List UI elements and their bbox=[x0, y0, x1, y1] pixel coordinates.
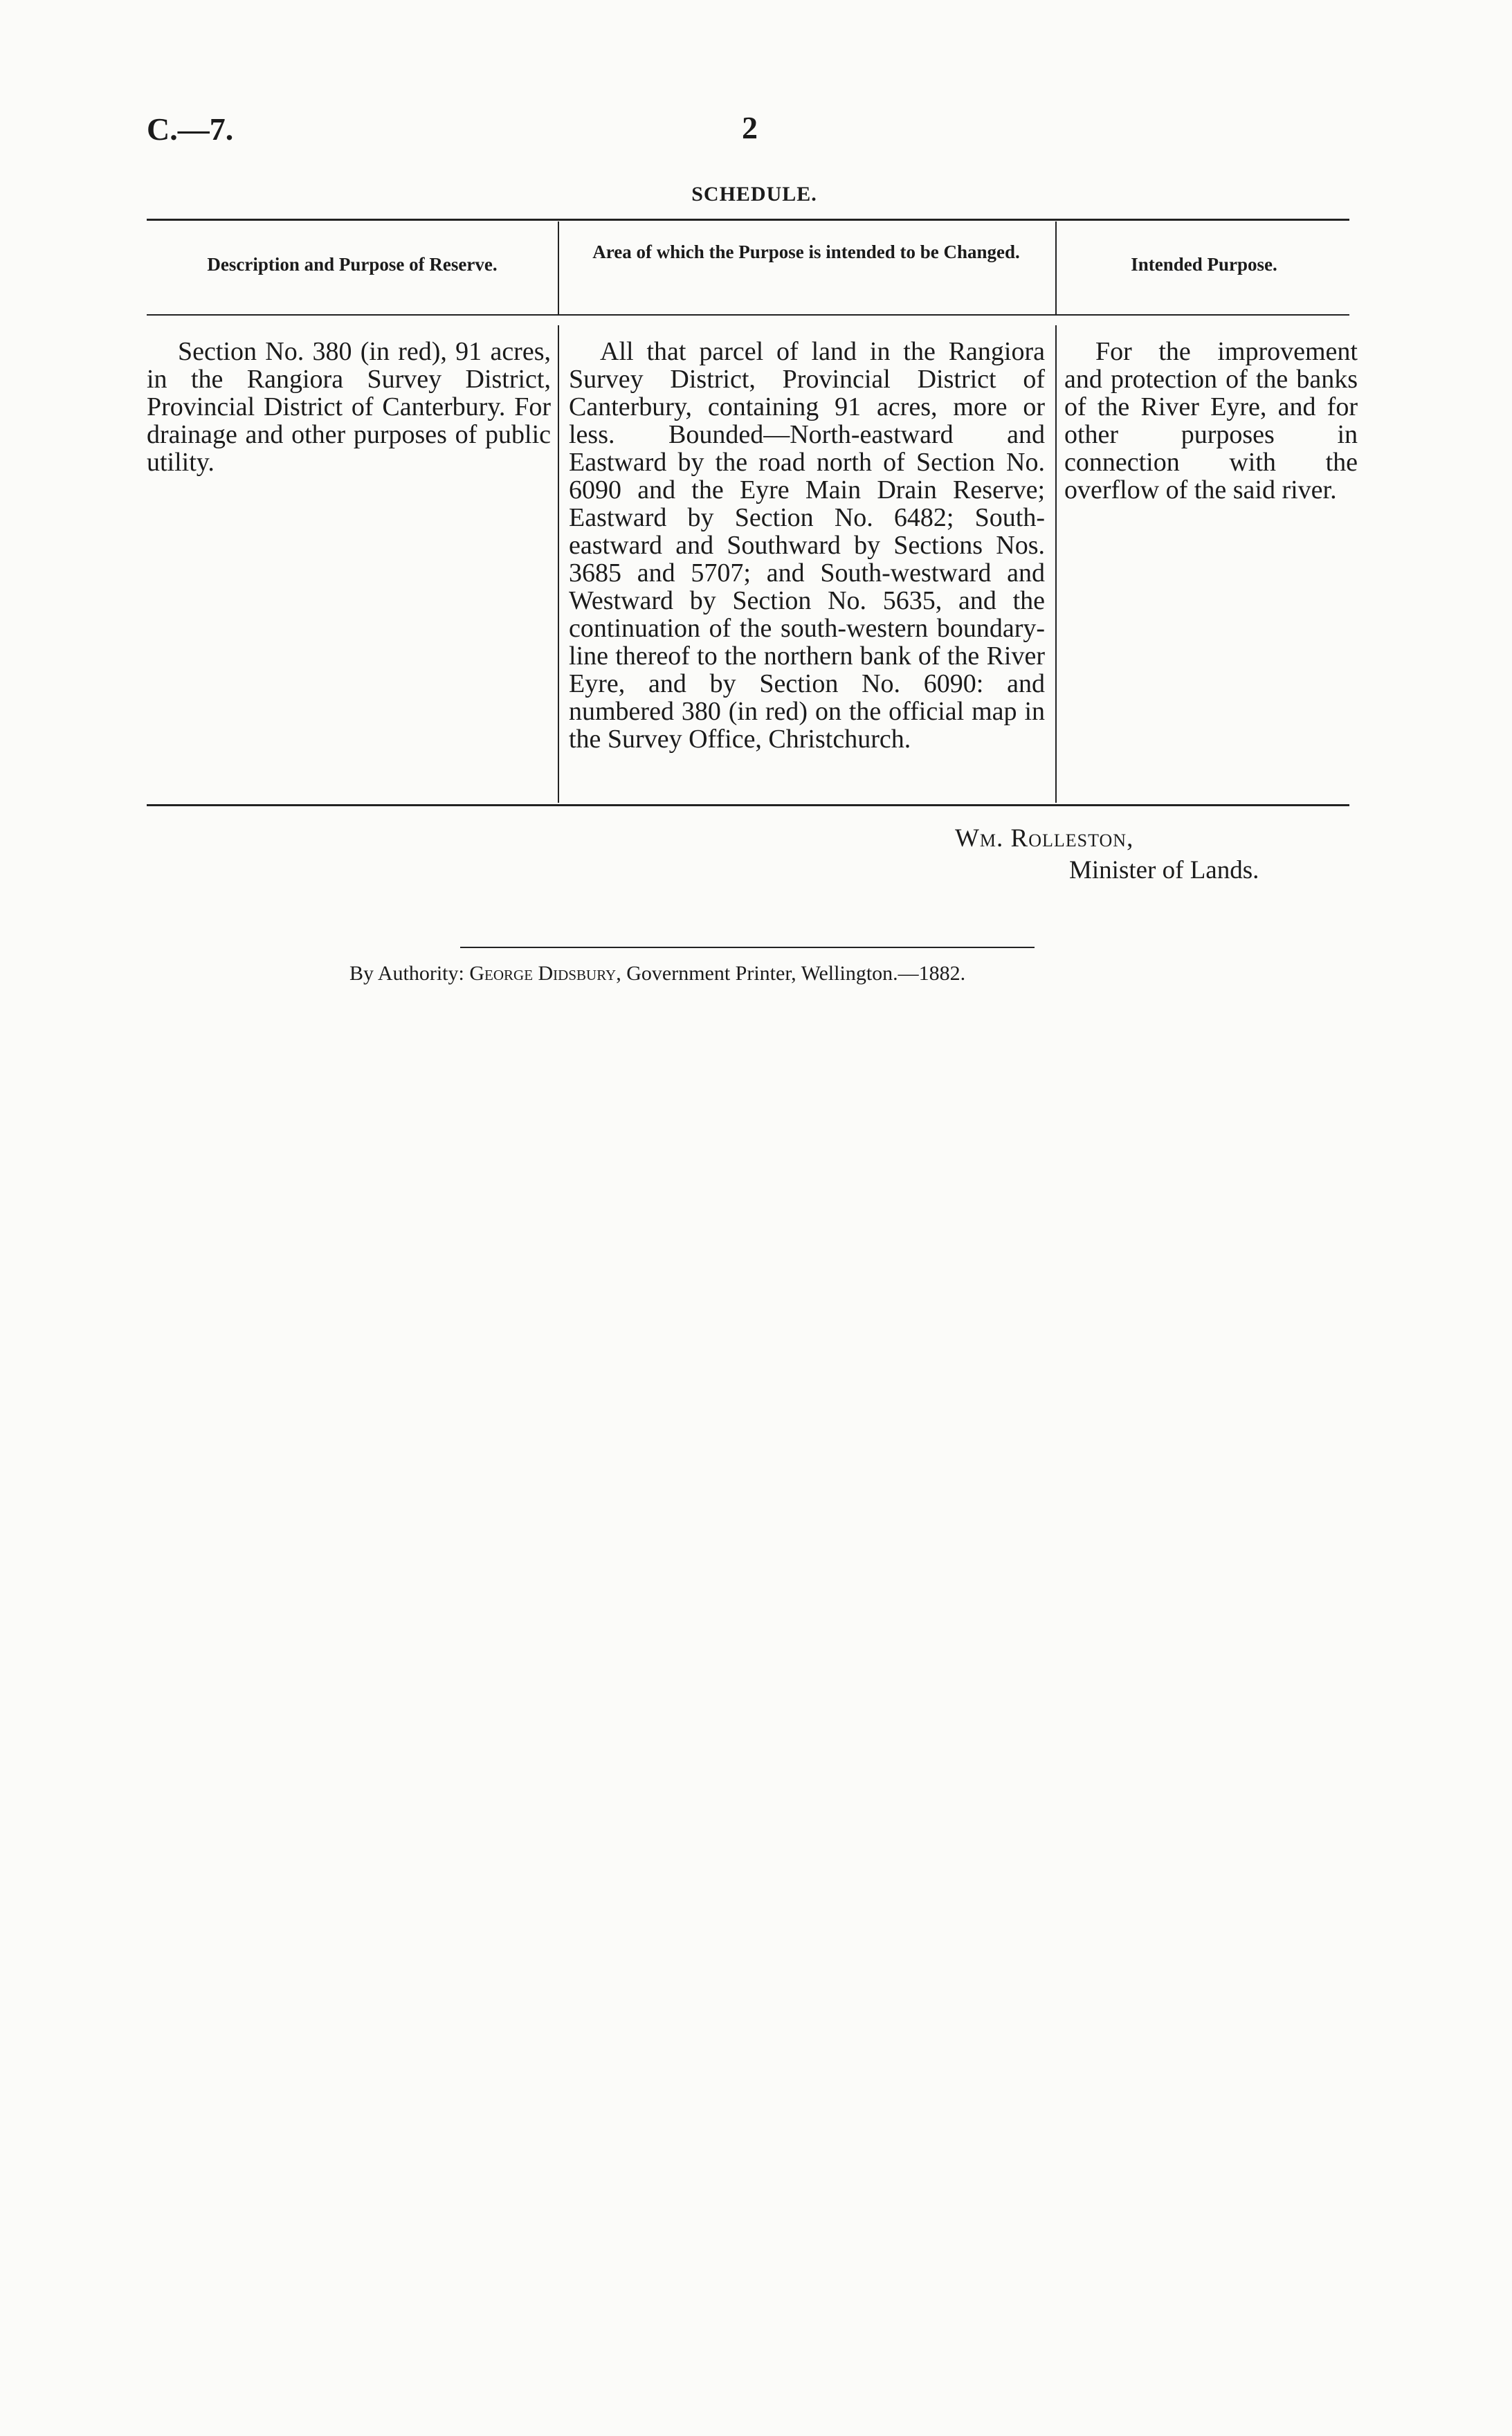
cell-area: All that parcel of land in the Rangiora Survey District, Provincial District of Canterbury, containing 91 acres, more or less. Bounded—North-eastward and Eastward by the road north of Section No. 6090 and the Eyre Main Drain Reserve; Eastward by Section No. 6482; South-eastward and Southward by Sections Nos. 3685 and 5707; and South-westward and Westward by Section No. 5635, and the continuation of the south-western boundary-line thereof to the northern bank of the River Eyre, and by Section No. 6090: and numbered 380 (in red) on the official map in the Survey Office, Christchurch. bbox=[569, 337, 1045, 754]
signer-title: Minister of Lands. bbox=[1069, 856, 1259, 884]
column-divider-2-body bbox=[1055, 325, 1057, 803]
column-divider-2 bbox=[1055, 221, 1057, 314]
imprint-printer: George Didsbury, bbox=[469, 962, 621, 985]
column-divider-1-body bbox=[558, 325, 559, 803]
doc-reference: C.—7. bbox=[147, 111, 234, 147]
imprint-rest: Government Printer, Wellington.—1882. bbox=[626, 962, 966, 985]
imprint-rule bbox=[460, 947, 1035, 948]
column-header-description: Description and Purpose of Reserve. bbox=[207, 254, 498, 275]
imprint-line bbox=[349, 962, 965, 985]
schedule-title: SCHEDULE. bbox=[691, 183, 817, 206]
table-top-rule bbox=[147, 219, 1349, 221]
cell-intended-purpose: For the improvement and protection of the banks of the River Eyre, and for other purposes in connection with the overflow of the said river. bbox=[1064, 337, 1358, 505]
page-number: 2 bbox=[742, 110, 758, 145]
cell-description: Section No. 380 (in red), 91 acres, in the Rangiora Survey District, Provincial District of Canterbury. For drainage and other purposes of public utility. bbox=[147, 337, 551, 477]
table-header-rule bbox=[147, 314, 1349, 316]
table-bottom-rule bbox=[147, 804, 1349, 806]
column-header-area: Area of which the Purpose is intended to be Changed. bbox=[592, 242, 1020, 262]
column-header-purpose: Intended Purpose. bbox=[1131, 254, 1277, 275]
imprint-prefix: By Authority: bbox=[349, 962, 464, 985]
column-divider-1 bbox=[558, 221, 559, 314]
signer-name: Wm. Rolleston, bbox=[955, 824, 1134, 853]
